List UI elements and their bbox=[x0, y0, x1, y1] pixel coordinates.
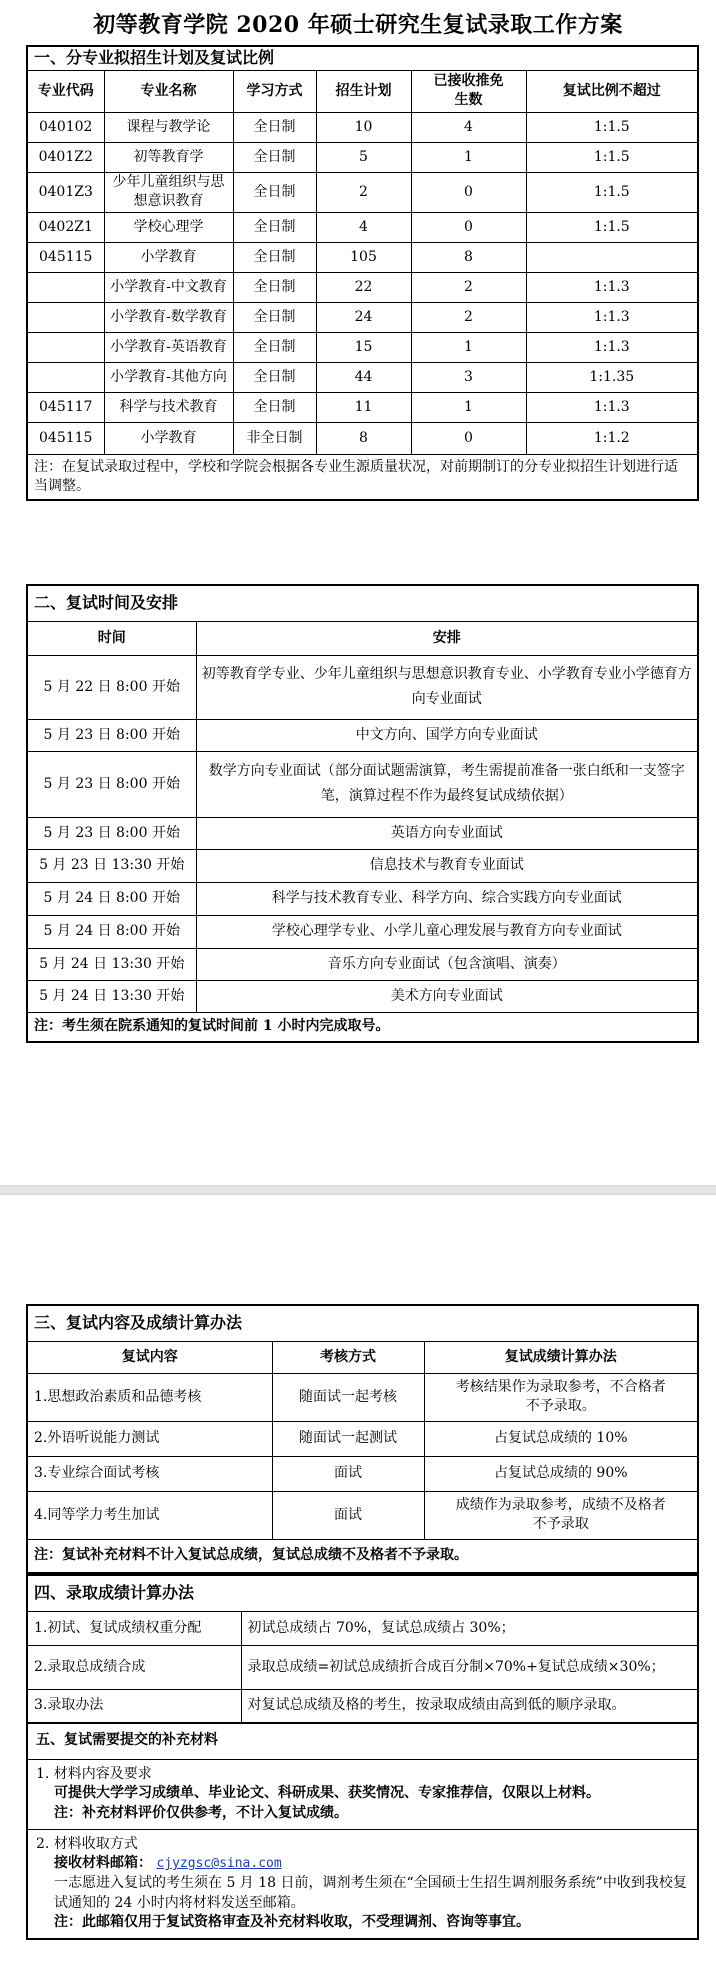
cell: 1 bbox=[411, 392, 526, 422]
cell: 小学教育 bbox=[104, 422, 233, 454]
cell: 105 bbox=[316, 242, 411, 272]
cell: 小学教育-数学教育 bbox=[104, 302, 233, 332]
cell: 5 月 23 日 13:30 开始 bbox=[27, 849, 196, 882]
col-header: 学习方式 bbox=[233, 70, 316, 112]
table-row bbox=[27, 212, 698, 242]
cell: 5 月 24 日 13:30 开始 bbox=[27, 980, 196, 1012]
cell: 2.录取总成绩合成 bbox=[27, 1645, 241, 1689]
cell: 初试总成绩占 70%，复试总成绩占 30%； bbox=[241, 1611, 698, 1645]
cell: 8 bbox=[316, 422, 411, 454]
cell bbox=[27, 302, 104, 332]
table-row bbox=[27, 1611, 698, 1645]
cell: 全日制 bbox=[233, 112, 316, 142]
materials-item-1-title: 1. 材料内容及要求 bbox=[36, 1765, 152, 1782]
cell: 0 bbox=[411, 422, 526, 454]
cell: 5 月 23 日 8:00 开始 bbox=[27, 751, 196, 817]
cell: 全日制 bbox=[233, 272, 316, 302]
table-row bbox=[27, 1421, 698, 1456]
col-header: 考核方式 bbox=[272, 1341, 424, 1373]
table-row bbox=[27, 948, 698, 980]
cell: 1.思想政治素质和品德考核 bbox=[27, 1373, 272, 1421]
cell: 1:1.3 bbox=[526, 392, 698, 422]
cell: 英语方向专业面试 bbox=[196, 817, 698, 849]
table-row bbox=[27, 332, 698, 362]
cell: 1:1.3 bbox=[526, 332, 698, 362]
cell: 科学与技术教育专业、科学方向、综合实践方向专业面试 bbox=[196, 882, 698, 915]
cell: 占复试总成绩的 10% bbox=[424, 1421, 698, 1456]
cell: 全日制 bbox=[233, 172, 316, 212]
cell: 24 bbox=[316, 302, 411, 332]
enrollment-plan-table bbox=[26, 45, 699, 501]
cell: 1:1.35 bbox=[526, 362, 698, 392]
cell: 考核结果作为录取参考，不合格者不予录取。 bbox=[424, 1373, 698, 1421]
materials-item-1-note: 注：补充材料评价仅供参考，不计入复试成绩。 bbox=[54, 1804, 348, 1821]
cell: 2 bbox=[411, 272, 526, 302]
table-row bbox=[27, 980, 698, 1012]
table-row bbox=[27, 112, 698, 142]
cell: 对复试总成绩及格的考生，按录取成绩由高到低的顺序录取。 bbox=[241, 1689, 698, 1723]
cell: 1:1.2 bbox=[526, 422, 698, 454]
col-header: 时间 bbox=[27, 621, 196, 655]
table-row bbox=[27, 849, 698, 882]
cell: 小学教育-英语教育 bbox=[104, 332, 233, 362]
materials-item-2-note: 注：此邮箱仅用于复试资格审查及补充材料收取，不受理调剂、咨询等事宜。 bbox=[54, 1914, 530, 1931]
section-2-heading: 二、复试时间及安排 bbox=[27, 585, 698, 621]
cell: 10 bbox=[316, 112, 411, 142]
cell: 040102 bbox=[27, 112, 104, 142]
table-row bbox=[27, 272, 698, 302]
cell: 全日制 bbox=[233, 362, 316, 392]
cell: 随面试一起考核 bbox=[272, 1373, 424, 1421]
cell: 全日制 bbox=[233, 242, 316, 272]
table-row bbox=[27, 1373, 698, 1421]
cell: 课程与教学论 bbox=[104, 112, 233, 142]
cell bbox=[526, 242, 698, 272]
cell: 小学教育-其他方向 bbox=[104, 362, 233, 392]
table-row bbox=[27, 655, 698, 719]
cell: 美术方向专业面试 bbox=[196, 980, 698, 1012]
email-link[interactable]: cjyzgsc@sina.com bbox=[156, 1856, 282, 1872]
cell: 11 bbox=[316, 392, 411, 422]
table-header-row bbox=[27, 621, 698, 655]
cell: 5 bbox=[316, 142, 411, 172]
cell: 小学教育-中文教育 bbox=[104, 272, 233, 302]
col-header: 复试成绩计算办法 bbox=[424, 1341, 698, 1373]
cell: 5 月 24 日 13:30 开始 bbox=[27, 948, 196, 980]
table-row bbox=[27, 392, 698, 422]
col-header: 招生计划 bbox=[316, 70, 411, 112]
cell: 0402Z1 bbox=[27, 212, 104, 242]
cell: 全日制 bbox=[233, 142, 316, 172]
cell: 5 月 24 日 8:00 开始 bbox=[27, 882, 196, 915]
interview-content-table bbox=[26, 1304, 699, 1574]
cell: 录取总成绩=初试总成绩折合成百分制×70%+复试总成绩×30%； bbox=[241, 1645, 698, 1689]
page-divider bbox=[0, 1185, 716, 1195]
cell: 4 bbox=[411, 112, 526, 142]
cell: 0401Z3 bbox=[27, 172, 104, 212]
section-2-note: 注：考生须在院系通知的复试时间前 1 小时内完成取号。 bbox=[27, 1012, 698, 1042]
cell: 1:1.5 bbox=[526, 172, 698, 212]
section-3-note: 注：复试补充材料不计入复试总成绩，复试总成绩不及格者不予录取。 bbox=[27, 1539, 698, 1573]
table-row bbox=[27, 242, 698, 272]
cell: 中文方向、国学方向专业面试 bbox=[196, 719, 698, 751]
cell: 045117 bbox=[27, 392, 104, 422]
email-label: 接收材料邮箱： bbox=[54, 1855, 152, 1872]
cell bbox=[27, 362, 104, 392]
cell: 5 月 23 日 8:00 开始 bbox=[27, 817, 196, 849]
cell: 学校心理学 bbox=[104, 212, 233, 242]
cell: 3.录取办法 bbox=[27, 1689, 241, 1723]
col-header: 安排 bbox=[196, 621, 698, 655]
section-4-heading: 四、录取成绩计算办法 bbox=[27, 1575, 698, 1611]
cell: 4.同等学力考生加试 bbox=[27, 1491, 272, 1539]
cell: 全日制 bbox=[233, 392, 316, 422]
cell: 小学教育 bbox=[104, 242, 233, 272]
cell: 3.专业综合面试考核 bbox=[27, 1456, 272, 1491]
table-header-row bbox=[27, 70, 698, 112]
cell: 全日制 bbox=[233, 302, 316, 332]
cell: 面试 bbox=[272, 1491, 424, 1539]
cell: 4 bbox=[316, 212, 411, 242]
cell: 1 bbox=[411, 142, 526, 172]
cell: 44 bbox=[316, 362, 411, 392]
cell: 0 bbox=[411, 172, 526, 212]
cell: 1:1.5 bbox=[526, 142, 698, 172]
col-header: 专业代码 bbox=[27, 70, 104, 112]
cell: 22 bbox=[316, 272, 411, 302]
table-row bbox=[27, 422, 698, 454]
cell: 科学与技术教育 bbox=[104, 392, 233, 422]
cell: 初等教育学 bbox=[104, 142, 233, 172]
section-5-heading: 五、复试需要提交的补充材料 bbox=[27, 1723, 698, 1759]
cell: 2.外语听说能力测试 bbox=[27, 1421, 272, 1456]
cell: 5 月 24 日 8:00 开始 bbox=[27, 915, 196, 948]
cell: 1.初试、复试成绩权重分配 bbox=[27, 1611, 241, 1645]
materials-item-2-line: 一志愿进入复试的考生须在 5 月 18 日前，调剂考生须在“全国硕士生招生调剂服务系统”中收到我校复试通知的 24 小时内将材料发送至邮箱。 bbox=[54, 1874, 687, 1911]
cell: 初等教育学专业、少年儿童组织与思想意识教育专业、小学教育专业小学德育方向专业面试 bbox=[196, 655, 698, 719]
cell: 0 bbox=[411, 212, 526, 242]
cell: 数学方向专业面试（部分面试题需演算，考生需提前准备一张白纸和一支签字笔，演算过程不作为最终复试成绩依据） bbox=[196, 751, 698, 817]
cell: 045115 bbox=[27, 422, 104, 454]
table-row bbox=[27, 302, 698, 332]
cell: 1 bbox=[411, 332, 526, 362]
col-header: 专业名称 bbox=[104, 70, 233, 112]
cell: 占复试总成绩的 90% bbox=[424, 1456, 698, 1491]
table-row bbox=[27, 915, 698, 948]
col-header: 复试比例不超过 bbox=[526, 70, 698, 112]
cell: 045115 bbox=[27, 242, 104, 272]
table-row bbox=[27, 142, 698, 172]
admission-score-table bbox=[26, 1574, 699, 1724]
cell: 8 bbox=[411, 242, 526, 272]
section-3-heading: 三、复试内容及成绩计算办法 bbox=[27, 1305, 698, 1341]
table-row bbox=[27, 362, 698, 392]
cell bbox=[27, 272, 104, 302]
cell: 2 bbox=[316, 172, 411, 212]
cell: 学校心理学专业、小学儿童心理发展与教育方向专业面试 bbox=[196, 915, 698, 948]
table-row bbox=[27, 1491, 698, 1539]
cell: 1:1.3 bbox=[526, 302, 698, 332]
cell: 5 月 23 日 8:00 开始 bbox=[27, 719, 196, 751]
section-1-heading: 一、分专业拟招生计划及复试比例 bbox=[27, 46, 698, 70]
table-row bbox=[27, 719, 698, 751]
cell: 15 bbox=[316, 332, 411, 362]
table-row bbox=[27, 1645, 698, 1689]
cell: 2 bbox=[411, 302, 526, 332]
materials-item-1-line: 可提供大学学习成绩单、毕业论文、科研成果、获奖情况、专家推荐信，仅限以上材料。 bbox=[54, 1785, 600, 1802]
table-row bbox=[27, 1689, 698, 1723]
section-1-note: 注：在复试录取过程中，学校和学院会根据各专业生源质量状况，对前期制订的分专业拟招生计划进行适当调整。 bbox=[27, 454, 698, 500]
cell: 1:1.3 bbox=[526, 272, 698, 302]
cell bbox=[27, 332, 104, 362]
cell: 1:1.5 bbox=[526, 112, 698, 142]
materials-item-2-title: 2. 材料收取方式 bbox=[36, 1835, 138, 1852]
supplementary-materials-table bbox=[26, 1722, 699, 1940]
document-page-2 bbox=[0, 1195, 716, 1985]
document-title: 初等教育学院 2020 年硕士研究生复试录取工作方案 bbox=[93, 12, 623, 38]
table-row bbox=[27, 172, 698, 212]
cell: 少年儿童组织与思想意识教育 bbox=[104, 172, 233, 212]
table-header-row bbox=[27, 1341, 698, 1373]
cell: 随面试一起测试 bbox=[272, 1421, 424, 1456]
cell: 0401Z2 bbox=[27, 142, 104, 172]
table-row bbox=[27, 882, 698, 915]
cell: 1:1.5 bbox=[526, 212, 698, 242]
col-header: 复试内容 bbox=[27, 1341, 272, 1373]
table-row bbox=[27, 1456, 698, 1491]
cell: 全日制 bbox=[233, 332, 316, 362]
cell: 音乐方向专业面试（包含演唱、演奏） bbox=[196, 948, 698, 980]
cell: 3 bbox=[411, 362, 526, 392]
cell: 非全日制 bbox=[233, 422, 316, 454]
cell: 5 月 22 日 8:00 开始 bbox=[27, 655, 196, 719]
schedule-table bbox=[26, 584, 699, 1043]
cell: 信息技术与教育专业面试 bbox=[196, 849, 698, 882]
table-row bbox=[27, 817, 698, 849]
table-row bbox=[27, 751, 698, 817]
cell: 全日制 bbox=[233, 212, 316, 242]
col-header: 已接收推免生数 bbox=[411, 70, 526, 112]
cell: 面试 bbox=[272, 1456, 424, 1491]
cell: 成绩作为录取参考，成绩不及格者不予录取 bbox=[424, 1491, 698, 1539]
materials-submission bbox=[27, 1829, 698, 1939]
materials-requirements bbox=[27, 1759, 698, 1829]
